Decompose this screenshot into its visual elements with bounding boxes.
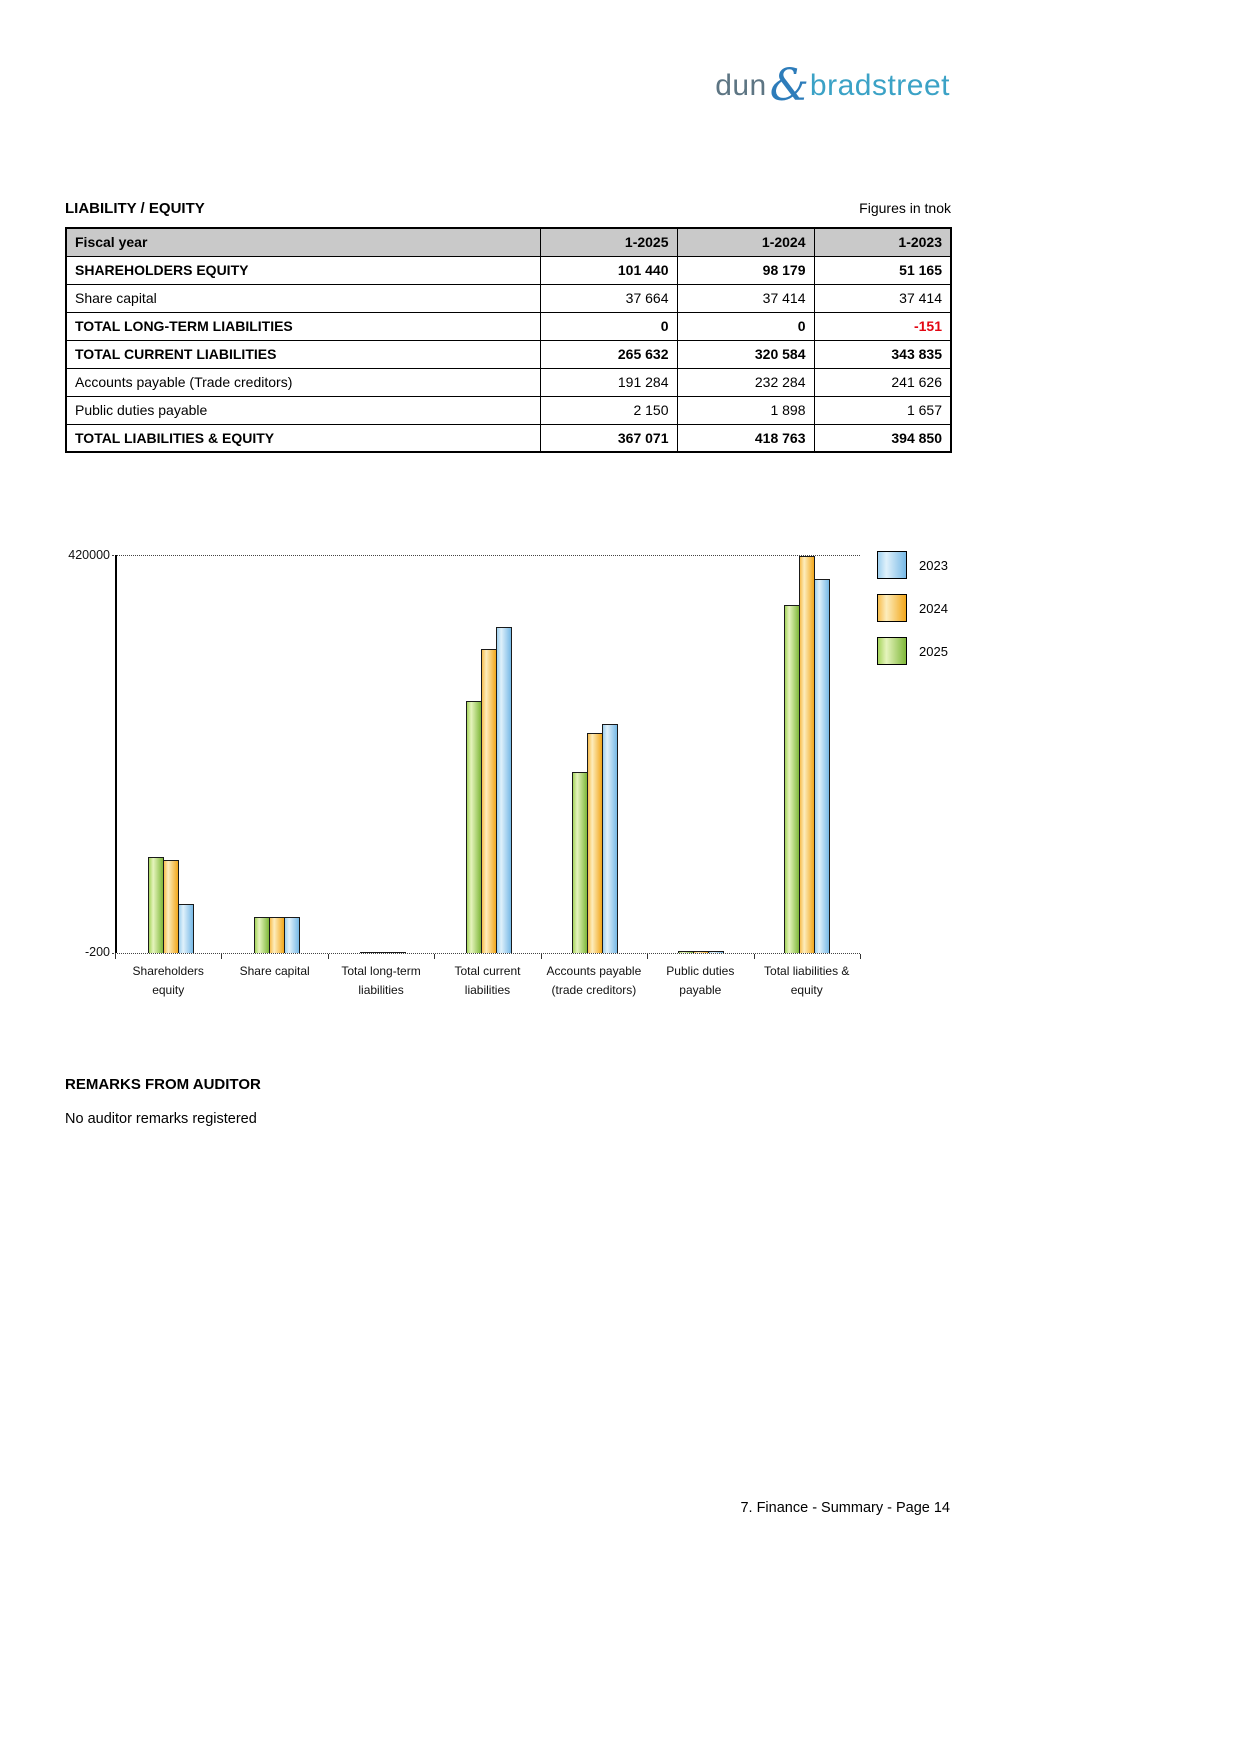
- bar-2025: [784, 605, 800, 953]
- row-label: TOTAL LONG-TERM LIABILITIES: [66, 312, 540, 340]
- axis-tick: [541, 954, 542, 959]
- figures-unit-note: Figures in tnok: [859, 200, 951, 216]
- bar-group: [754, 555, 860, 953]
- legend-label: 2023: [919, 557, 948, 573]
- row-label: SHAREHOLDERS EQUITY: [66, 256, 540, 284]
- bar-2025: [254, 917, 270, 953]
- bar-2025: [148, 857, 164, 953]
- column-header-2024: 1-2024: [677, 228, 814, 256]
- category-label: [115, 962, 221, 1000]
- logo-ampersand-icon: &: [769, 60, 809, 111]
- cell-value: 265 632: [540, 340, 677, 368]
- bar-group: [435, 555, 541, 953]
- logo-word-bradstreet: bradstreet: [809, 68, 950, 102]
- cell-value: 2 150: [540, 396, 677, 424]
- legend-item: [877, 551, 948, 579]
- cell-value: 98 179: [677, 256, 814, 284]
- cell-value: 0: [540, 312, 677, 340]
- auditor-remarks-section: [65, 1076, 261, 1127]
- cell-value: 101 440: [540, 256, 677, 284]
- axis-tick: [115, 954, 116, 959]
- bar-2023: [496, 627, 512, 953]
- cell-value: 37 664: [540, 284, 677, 312]
- bar-2024: [799, 556, 815, 953]
- legend-swatch: [877, 551, 907, 579]
- category-label-line: Total long-term: [341, 964, 421, 978]
- bar-group: [329, 555, 435, 953]
- table-row: [66, 368, 951, 396]
- bar-group: [223, 555, 329, 953]
- bar-group: [117, 555, 223, 953]
- cell-value: 367 071: [540, 424, 677, 452]
- category-label-line: Accounts payable: [546, 964, 642, 978]
- cell-value: 37 414: [677, 284, 814, 312]
- row-label: Public duties payable: [66, 396, 540, 424]
- category-label-line: liabilities: [464, 983, 511, 998]
- liability-equity-bar-chart: [65, 545, 1025, 1015]
- axis-tick: [221, 954, 222, 959]
- cell-value: 232 284: [677, 368, 814, 396]
- row-label: TOTAL LIABILITIES & EQUITY: [66, 424, 540, 452]
- cell-value: 241 626: [814, 368, 951, 396]
- category-label-line: Total liabilities &: [764, 964, 850, 978]
- axis-tick: [860, 954, 861, 959]
- axis-tick: [754, 954, 755, 959]
- legend-swatch: [877, 594, 907, 622]
- bar-2023: [284, 917, 300, 953]
- liability-equity-table: [65, 227, 952, 453]
- cell-value: 343 835: [814, 340, 951, 368]
- legend-swatch: [877, 637, 907, 665]
- row-label: TOTAL CURRENT LIABILITIES: [66, 340, 540, 368]
- legend-label: 2024: [919, 600, 948, 616]
- table-row: [66, 396, 951, 424]
- bar-2024: [269, 917, 285, 953]
- dun-bradstreet-logo: [715, 60, 950, 111]
- cell-value: 37 414: [814, 284, 951, 312]
- category-label-line: Shareholders: [132, 964, 204, 978]
- bar-2023: [814, 579, 830, 953]
- y-axis-max-label: 420000: [68, 548, 110, 562]
- cell-value: 1 657: [814, 396, 951, 424]
- category-label: [328, 962, 434, 1000]
- legend-label: 2025: [919, 643, 948, 659]
- column-header-2025: 1-2025: [540, 228, 677, 256]
- category-label-line: Total current: [454, 964, 521, 978]
- table-row: [66, 256, 951, 284]
- cell-value: 320 584: [677, 340, 814, 368]
- category-label-line: (trade creditors): [551, 983, 637, 998]
- category-label-line: payable: [679, 983, 722, 998]
- page-title: LIABILITY / EQUITY: [65, 200, 205, 217]
- table-row: [66, 424, 951, 452]
- cell-value: 51 165: [814, 256, 951, 284]
- category-label-line: equity: [790, 983, 823, 998]
- bar-2023: [602, 724, 618, 953]
- page-footer: 7. Finance - Summary - Page 14: [740, 1500, 950, 1516]
- y-axis-min-label: -200: [84, 945, 110, 959]
- table-body: [66, 256, 951, 452]
- axis-tick: [328, 954, 329, 959]
- axis-tick: [434, 954, 435, 959]
- chart-plot: [115, 555, 860, 953]
- chart-x-labels: [115, 962, 860, 1000]
- table-header-row: [66, 228, 951, 256]
- category-label: [434, 962, 540, 1000]
- category-label: [754, 962, 860, 1000]
- bar-group: [648, 555, 754, 953]
- bar-group: [542, 555, 648, 953]
- cell-value: 418 763: [677, 424, 814, 452]
- cell-value: 394 850: [814, 424, 951, 452]
- category-label-line: Share capital: [239, 964, 310, 978]
- remarks-body: No auditor remarks registered: [65, 1111, 257, 1127]
- category-label: [541, 962, 647, 1000]
- bar-2025: [572, 772, 588, 953]
- bar-2024: [481, 649, 497, 953]
- legend-item: [877, 637, 948, 665]
- category-label: [221, 962, 327, 1000]
- section-header: [65, 200, 951, 217]
- bar-2024: [163, 860, 179, 953]
- column-header-fiscal-year: Fiscal year: [66, 228, 540, 256]
- chart-legend: [877, 551, 948, 680]
- category-label-line: equity: [152, 983, 185, 998]
- cell-value: 191 284: [540, 368, 677, 396]
- table-row: [66, 340, 951, 368]
- table-row: [66, 284, 951, 312]
- logo-word-dun: dun: [715, 68, 767, 102]
- remarks-title: REMARKS FROM AUDITOR: [65, 1076, 261, 1093]
- table-row: [66, 312, 951, 340]
- cell-value: -151: [814, 312, 951, 340]
- category-label-line: liabilities: [358, 983, 404, 998]
- category-label: [647, 962, 753, 1000]
- legend-item: [877, 594, 948, 622]
- row-label: Share capital: [66, 284, 540, 312]
- axis-tick: [647, 954, 648, 959]
- axis-ticks: [115, 954, 861, 959]
- bar-2025: [466, 701, 482, 953]
- column-header-2023: 1-2023: [814, 228, 951, 256]
- row-label: Accounts payable (Trade creditors): [66, 368, 540, 396]
- cell-value: 1 898: [677, 396, 814, 424]
- bar-2024: [587, 733, 603, 953]
- category-label-line: Public duties: [666, 964, 735, 978]
- cell-value: 0: [677, 312, 814, 340]
- bar-2023: [178, 904, 194, 953]
